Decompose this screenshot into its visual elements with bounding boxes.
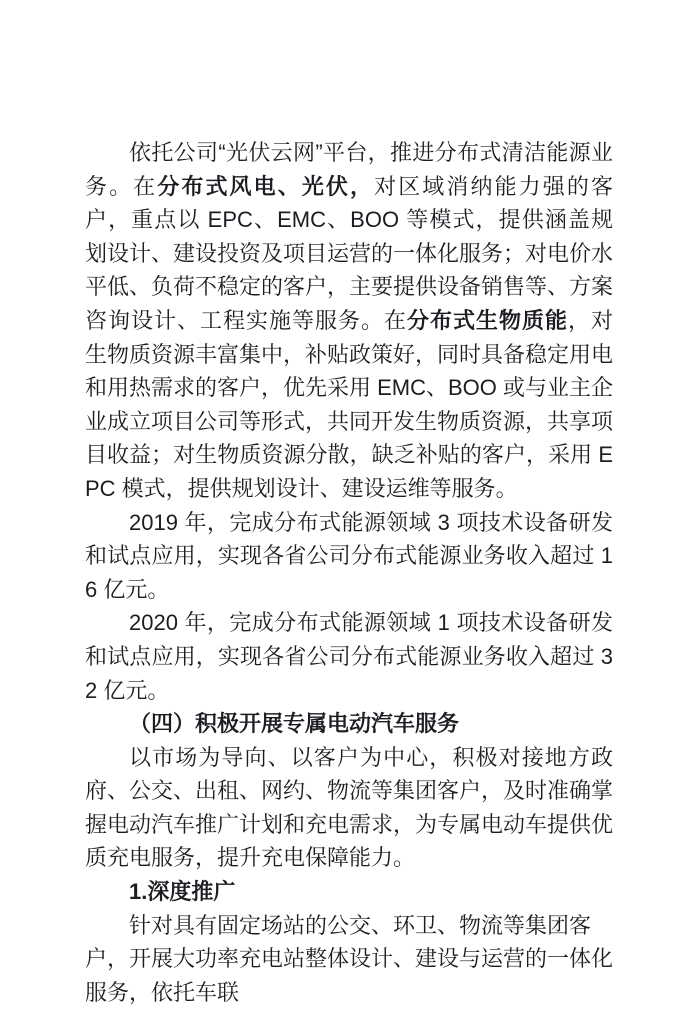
body-text: 对区域消纳能力强的客户，重点以 EPC、EMC、BOO 等模式，提供涵盖规划设计、建设投资及项目运营的一体化服务；对电价水平低、负荷不稳定的客户，主要提供设备销售等、方案咨询设计、工程实施等服务。在 [85, 173, 614, 333]
body-text-bold-biomass: 分布式生物质能 [406, 307, 568, 333]
paragraph-distributed-clean-energy [85, 136, 613, 506]
document-page [85, 136, 613, 1009]
section-heading-4: （四）积极开展专属电动汽车服务 [129, 711, 460, 737]
paragraph-target-2019: 2019 年，完成分布式能源领域 3 项技术设备研发和试点应用，实现各省公司分布式能源业务收入超过 16 亿元。 [85, 509, 613, 602]
paragraph-deep-promotion: 针对具有固定场站的公交、环卫、物流等集团客户，开展大功率充电站整体设计、建设与运营的一体化服务，依托车联 [85, 912, 614, 1005]
body-text: ，对生物质资源丰富集中，补贴政策好，同时具备稳定用电和用热需求的客户，优先采用 EMC、BOO 或与业主企业成立项目公司等形式，共同开发生物质资源，共享项目收益；对生物质资源分散，缺乏补贴的客户，采用 EPC 模式，提供规划设计、建设运维等服务。 [85, 307, 614, 501]
paragraph-target-2020: 2020 年，完成分布式能源领域 1 项技术设备研发和试点应用，实现各省公司分布式能源业务收入超过 32 亿元。 [85, 610, 613, 703]
paragraph-ev-service-intro: 以市场为导向、以客户为中心，积极对接地方政府、公交、出租、网约、物流等集团客户，及时准确掌握电动汽车推广计划和充电需求，为专属电动车提供优质充电服务，提升充电保障能力。 [85, 744, 614, 871]
body-text-bold-wind-pv: 分布式风电、光伏， [157, 173, 375, 199]
body-text: 依托公司“光伏云网”平台，推进分布式清洁能源业务。在 [85, 140, 613, 199]
subsection-heading-deep-promotion: 1.深度推广 [129, 879, 236, 905]
